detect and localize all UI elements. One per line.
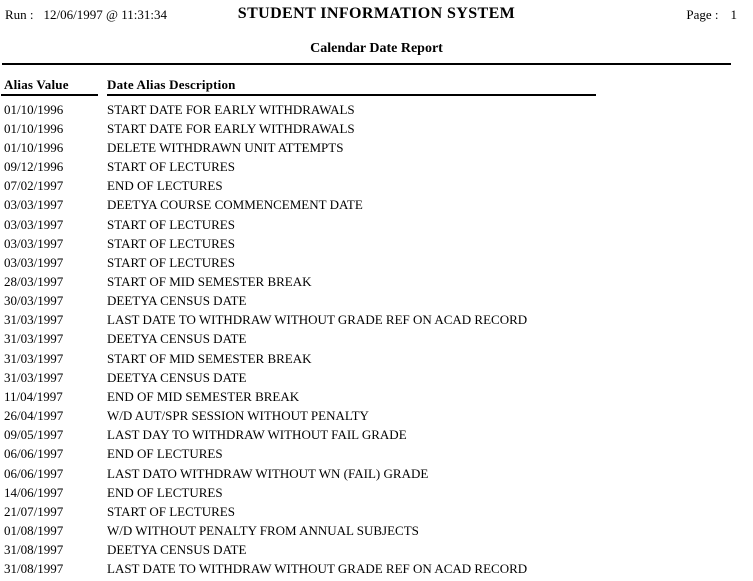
table-row [0, 311, 753, 330]
description-column-underline [107, 94, 596, 96]
description-cell: START DATE FOR EARLY WITHDRAWALS [107, 101, 355, 117]
description-cell: END OF MID SEMESTER BREAK [107, 388, 300, 404]
alias-value-cell: 06/06/1997 [4, 465, 64, 481]
alias-value-cell: 03/03/1997 [4, 254, 64, 270]
alias-value-cell: 01/08/1997 [4, 523, 64, 539]
column-header-description: Date Alias Description [107, 77, 236, 92]
alias-value-cell: 01/10/1996 [4, 101, 64, 117]
table-row [0, 234, 753, 253]
alias-value-cell: 30/03/1997 [4, 293, 64, 309]
alias-value-cell: 01/10/1996 [4, 139, 64, 155]
alias-value-cell: 31/03/1997 [4, 312, 64, 328]
description-cell: START OF LECTURES [107, 235, 235, 251]
table-row [0, 292, 753, 311]
description-cell: START OF LECTURES [107, 216, 235, 232]
description-cell: END OF LECTURES [107, 446, 223, 462]
alias-value-cell: 28/03/1997 [4, 273, 64, 289]
table-row [0, 157, 753, 176]
description-cell: DEETYA COURSE COMMENCEMENT DATE [107, 197, 363, 213]
report-subtitle: Calendar Date Report [310, 41, 443, 56]
page-label: Page : [686, 7, 719, 22]
table-row [0, 483, 753, 502]
page-title: STUDENT INFORMATION SYSTEM [237, 5, 516, 22]
description-cell: LAST DATE TO WITHDRAW WITHOUT GRADE REF ON ACAD RECORD [107, 312, 528, 328]
page-number: 1 [730, 7, 737, 22]
table-row [0, 177, 753, 196]
description-cell: DEETYA CENSUS DATE [107, 542, 247, 558]
alias-value-cell: 21/07/1997 [4, 503, 64, 519]
header-divider-rule [2, 63, 731, 65]
description-cell: DELETE WITHDRAWN UNIT ATTEMPTS [107, 139, 344, 155]
table-row [0, 387, 753, 406]
description-cell: START DATE FOR EARLY WITHDRAWALS [107, 120, 355, 136]
description-cell: END OF LECTURES [107, 484, 223, 500]
description-cell: LAST DATE TO WITHDRAW WITHOUT GRADE REF ON ACAD RECORD [107, 561, 528, 577]
alias-value-cell: 03/03/1997 [4, 235, 64, 251]
description-cell: LAST DAY TO WITHDRAW WITHOUT FAIL GRADE [107, 427, 407, 443]
description-cell: DEETYA CENSUS DATE [107, 293, 247, 309]
description-cell: START OF LECTURES [107, 159, 235, 175]
table-row [0, 502, 753, 521]
table-row [0, 349, 753, 368]
description-cell: LAST DATO WITHDRAW WITHOUT WN (FAIL) GRADE [107, 465, 429, 481]
table-row [0, 560, 753, 579]
description-cell: START OF MID SEMESTER BREAK [107, 273, 312, 289]
table-row [0, 215, 753, 234]
description-cell: W/D AUT/SPR SESSION WITHOUT PENALTY [107, 408, 369, 424]
table-row [0, 272, 753, 291]
alias-value-cell: 31/08/1997 [4, 542, 64, 558]
alias-value-cell: 31/03/1997 [4, 369, 64, 385]
alias-value-cell: 09/05/1997 [4, 427, 64, 443]
alias-value-cell: 31/03/1997 [4, 331, 64, 347]
alias-value-cell: 03/03/1997 [4, 216, 64, 232]
table-row [0, 100, 753, 119]
run-value: 12/06/1997 @ 11:31:34 [43, 7, 167, 22]
table-row [0, 330, 753, 349]
alias-value-cell: 06/06/1997 [4, 446, 64, 462]
table-row [0, 119, 753, 138]
alias-column-underline [1, 94, 98, 96]
description-cell: DEETYA CENSUS DATE [107, 331, 247, 347]
description-cell: START OF LECTURES [107, 254, 235, 270]
table-row [0, 407, 753, 426]
table-row [0, 368, 753, 387]
alias-value-cell: 31/08/1997 [4, 561, 64, 577]
column-header-alias-value: Alias Value [4, 77, 69, 92]
description-cell: START OF MID SEMESTER BREAK [107, 350, 312, 366]
table-row [0, 464, 753, 483]
alias-value-cell: 31/03/1997 [4, 350, 64, 366]
description-cell: W/D WITHOUT PENALTY FROM ANNUAL SUBJECTS [107, 523, 419, 539]
alias-value-cell: 11/04/1997 [4, 388, 63, 404]
table-row [0, 138, 753, 157]
table-row [0, 426, 753, 445]
table-row [0, 253, 753, 272]
table-row [0, 196, 753, 215]
alias-value-cell: 07/02/1997 [4, 178, 64, 194]
table-row [0, 541, 753, 560]
description-cell: START OF LECTURES [107, 503, 235, 519]
table-row [0, 521, 753, 540]
description-cell: DEETYA CENSUS DATE [107, 369, 247, 385]
alias-value-cell: 03/03/1997 [4, 197, 64, 213]
page-indicator [686, 7, 737, 23]
table-row [0, 445, 753, 464]
description-cell: END OF LECTURES [107, 178, 223, 194]
alias-value-cell: 14/06/1997 [4, 484, 64, 500]
run-label: Run : [5, 7, 34, 22]
report-rows [0, 100, 753, 579]
alias-value-cell: 26/04/1997 [4, 408, 64, 424]
alias-value-cell: 01/10/1996 [4, 120, 64, 136]
alias-value-cell: 09/12/1996 [4, 159, 64, 175]
